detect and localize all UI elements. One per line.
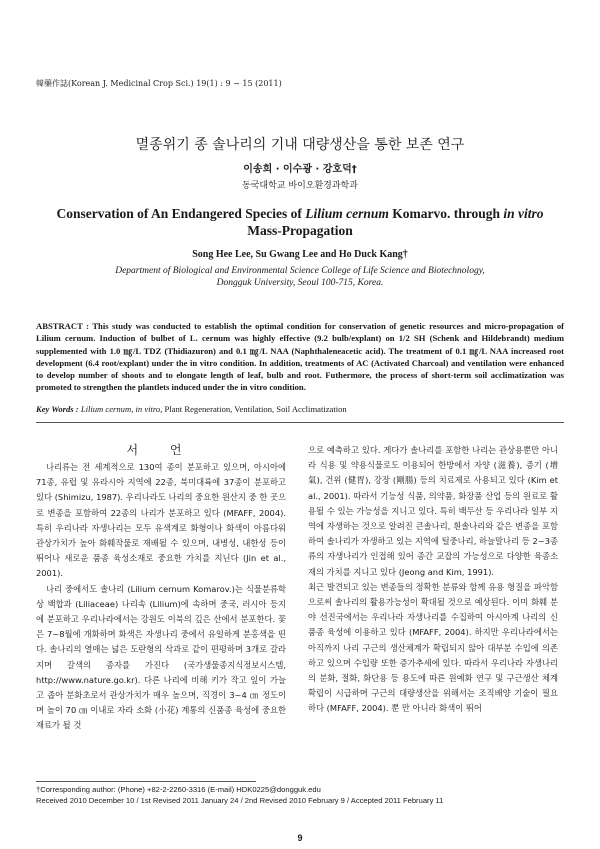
journal-citation: 韓藥作誌(Korean J. Medicinal Crop Sci.) 19(1) : 9 ~ 15 (2011) (36, 79, 282, 88)
body-paragraph: 나리 중에서도 솔나리 (Lilium cernum Komarov.)는 식물분류학상 백합과 (Liliaceae) 나리속 (Lilium)에 속하며 중국, 러시아 등지에 분포하고 우리나라에서는 강원도 이북의 깊은 산에서 분포한다. 꽃은 7~8월에 개화하며 화색은 자생나리 중에서 유일하게 분홍색을 띤다. 솔나리의 열매는 넓은 도란형의 삭과로 같이 편평하며 3개로 갈라지며 갈색의 종자를 가진다 (국가생물종지식정보시스템, http://www.nature.go.kr). 다른 나리에 비해 키가 작고 잎이 가늘고 좁아 분화초로서 관상가치가 매우 높으며, 직경이 3~4 ㎝ 정도이며 높이 70 ㎝ 이내로 자라 소화 (小花) 계통의 신품종 육성에 중요한 재료가 될 것 (36, 583, 286, 731)
body-paragraph: 나리류는 전 세계적으로 130여 종이 분포하고 있으며, 아시아에 71종, 유럽 및 유라시아 지역에 22종, 북미대륙에 37종이 분포하고 있다 (Shimizu, 1987). 우리나라도 나리의 중요한 원산지 중 한 곳으로 변종을 포함하여 22종의 나리가 분포하고 있다 (MFAFF, 2004). 특히 우리나라 자생나리는 모두 유색계로 화형이나 화색이 아름다워 관상가치가 높아 화훼작물로 재배될 수 있으며, 내병성, 내한성 등이 뛰어나 새로운 품종 육성소재로 중요한 가치를 지닌다 (Jin et al., 2001). (36, 462, 286, 579)
keyword-rest: , Plant Regeneration, Ventilation, Soil Acclimatization (160, 404, 347, 414)
corresponding-author: †Corresponding author: (Phone) +82-2-2260-3316 (E-mail) HDK0225@dongguk.edu (36, 785, 321, 794)
english-title-invitro: in vitro (503, 206, 544, 221)
english-affiliation-line2: Dongguk University, Seoul 100-715, Korea. (216, 278, 384, 288)
english-title-part3: Mass-Propagation (247, 223, 353, 238)
body-paragraph: 최근 발견되고 있는 변종들의 정확한 분류와 함께 유용 형질을 파악함으로써 솔나리의 활용가능성이 확대될 것으로 예상된다. 이미 화훼 분야 선진국에서는 우리나라 자생나리를 수집하여 아시아계 나리의 신품종 육성에 이용하고 있다 (MFAFF, 2004). 하지만 우리나라에서는 아직까지 나리 구근의 생산체계가 확립되지 않아 대부분 수입에 의존하고 있으며 수입량 또한 증가추세에 있다. 따라서 우리나라 자생나리의 분화, 절화, 화단용 등 용도에 따른 원예화 연구 및 구근생산 체계 확립이 시급하며 구근의 대량생산을 위해서는 조직배양 기술이 필요하다 (MFAFF, 2004). 뿐 만 아니라 화색이 뛰어 (308, 581, 558, 714)
english-title-part2: Komarvo. through (388, 206, 504, 221)
keywords-label: Key Words : (36, 404, 81, 414)
english-authors: Song Hee Lee, Su Gwang Lee and Ho Duck Kang† (192, 249, 408, 260)
english-affiliation (60, 265, 540, 289)
abstract-text: This study was conducted to establish the optimal condition for conservation of genetic resources and micro-propagation of Lilium cernum. Induction of bulbet of L. cernum was highly effective (9.2 bulb/explant) on 1/2 SH (Schenk and Hildebrandt) medium supplemented with 1.0 ㎎/L TDZ (Thidiazuron) and 0.1 ㎎/L NAA (Naphthaleneacetic acid). The treatment of 0.1 ㎎/L NAA increased root development (6.4 root/explant) under the in vitro condition. In addition, treatments of AC (Activated Charcoal) and ventilation were enhanced to develop number of shoots and to elongate length of leaf, bulb and root. Futhermore, the process of short-term soil acclimatization was promoted to strengthen the plantlets induced under the in vitro condition. (36, 321, 564, 393)
body-column-right (308, 443, 558, 717)
section-divider (36, 422, 564, 423)
english-title-species: Lilium cernum (305, 206, 389, 221)
korean-authors: 이송희 · 이수광 · 강호덕† (243, 164, 357, 175)
english-affiliation-line1: Department of Biological and Environmental Science College of Life Science and Biotechnology, (115, 266, 485, 276)
received-dates: Received 2010 December 10 / 1st Revised 2011 January 24 / 2nd Revised 2010 February 9 / Accepted 2011 February 11 (36, 796, 444, 805)
page-number: 9 (297, 833, 303, 843)
section-heading: 서 언 (126, 443, 196, 457)
keywords (36, 404, 564, 414)
korean-title: 멸종위기 종 솔나리의 기내 대량생산을 통한 보존 연구 (135, 137, 465, 153)
footnote-divider (36, 781, 256, 782)
abstract (36, 320, 564, 394)
body-paragraph: 으로 예측하고 있다. 게다가 솔나리를 포함한 나리는 관상용뿐만 아니라 식용 및 약용식물로도 이용되어 한방에서 자양 (滋養), 증기 (增氣), 건위 (健胃), 강장 (剛腸) 등의 치료제로 사용되고 있다 (Kim et al., 2001). 따라서 기능성 식품, 의약품, 화장품 산업 등의 원료로 활용될 수 있는 가능성을 지니고 있다. 특히 백두산 등 우리나라 일부 지역에 자생하는 것으로 알려진 큰솔나리, 흰솔나리와 같은 변종을 포함하여 솔나리가 자생하고 있는 지역에 털중나리, 하늘말나리 등 2~3종류의 자생나리가 인접해 있어 종간 교잡의 가능성으로 다양한 육종소재의 가치를 지니고 있다 (Jeong and Kim, 1991). (308, 445, 558, 577)
footnotes (36, 784, 564, 806)
keyword-sep: , (131, 404, 136, 414)
english-title (40, 205, 560, 239)
korean-affiliation: 동국대학교 바이오환경과학과 (242, 181, 358, 191)
abstract-label: ABSTRACT : (36, 321, 93, 331)
body-column-left (36, 460, 286, 734)
english-title-part1: Conservation of An Endangered Species of (56, 206, 306, 221)
keyword-invitro: in vitro (135, 404, 161, 414)
keyword-species: Lilium cernum (80, 404, 132, 414)
